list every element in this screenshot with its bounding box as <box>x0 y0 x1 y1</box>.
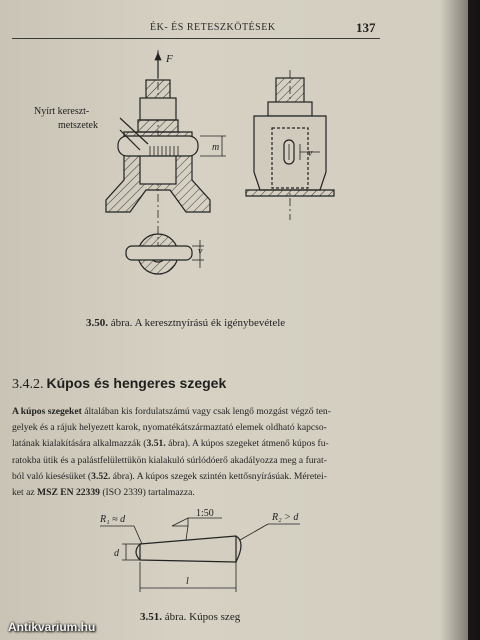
header-rule <box>12 38 380 39</box>
figure-3-51-drawing <box>0 500 468 610</box>
left-assembly <box>106 50 226 274</box>
paragraph-line: A kúpos szegeket általában kis fordulatszámú vagy csak lengő mozgást végző ten- <box>12 406 331 417</box>
callout-label-2: metszetek <box>58 120 98 131</box>
r2-label: R₂ > d <box>272 512 299 523</box>
paragraph-line: ratokba ütik és a palástfelülettükön kialakuló súrlódóerő akadályozza meg a furat- <box>12 454 327 466</box>
figure-3-51-caption <box>140 611 240 623</box>
dim-l-label: l <box>186 576 189 587</box>
paragraph-line: ket az MSZ EN 22339 (ISO 2339) tartalmazza. <box>12 487 195 499</box>
taper-label: 1:50 <box>196 508 214 519</box>
paragraph-line: latának kialakítására alkalmazzák (3.51. ábra). A kúpos szegeket átmenő kúpos fu- <box>12 438 329 450</box>
site-watermark: Antikvarium.hu <box>8 620 96 634</box>
right-assembly <box>246 70 334 220</box>
body-paragraph <box>12 404 382 501</box>
figure-3-51-number: 3.51. <box>140 611 162 623</box>
figure-3-50-caption <box>86 317 285 329</box>
page-number: 137 <box>356 20 376 35</box>
dim-m-label: m <box>212 142 220 153</box>
dim-d-label: d <box>114 548 119 559</box>
dim-v-bottom-label: v <box>198 246 203 257</box>
section-heading <box>12 375 226 393</box>
figure-3-51-text: ábra. Kúpos szeg <box>162 611 241 623</box>
paragraph-line: gelyek és a rájuk helyezett karok, nyomatékátszármaztató elemek oldható kapcso- <box>12 422 327 434</box>
force-label: F <box>166 53 173 65</box>
section-title: Kúpos és hengeres szegek <box>46 375 227 391</box>
running-title: ÉK- ÉS RETESZKÖTÉSEK <box>150 22 276 33</box>
paragraph-line: ból való kiesésüket (3.52. ábra). A kúpos szegek szintén kettősnyírásúak. Méretei- <box>12 470 327 482</box>
r1-label: R₁ ≈ d <box>100 514 126 525</box>
dim-v-right-label: v <box>308 148 313 159</box>
section-number: 3.4.2. <box>12 377 44 392</box>
figure-3-50-number: 3.50. <box>86 317 108 329</box>
figure-3-50-drawing <box>0 40 468 310</box>
page-edge-shadow <box>440 0 480 640</box>
callout-label-1: Nyírt kereszt- <box>34 106 90 117</box>
figure-3-50-text: ábra. A keresztnyírású ék igénybevétele <box>108 317 286 329</box>
